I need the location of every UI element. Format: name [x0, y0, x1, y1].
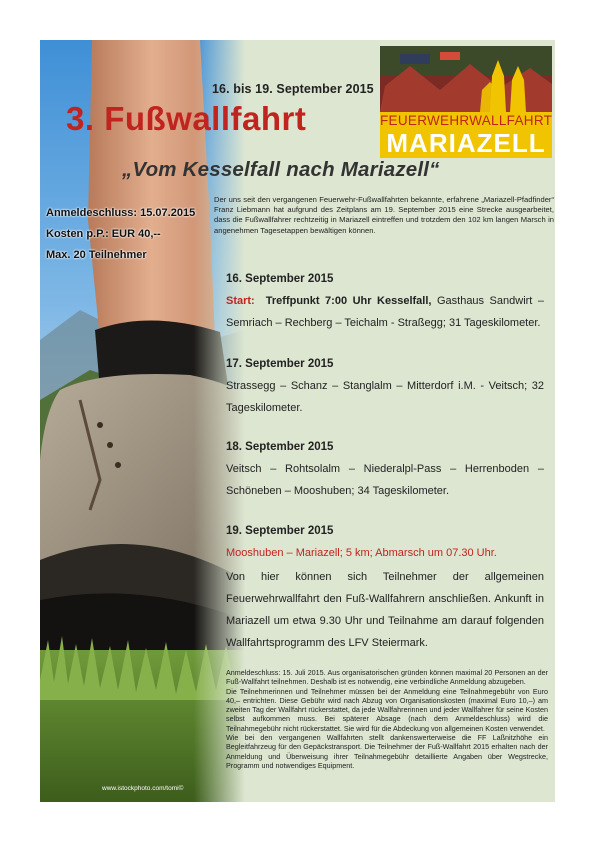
- logo-text-feuerwehrwallfahrt: FEUERWEHRWALLFAHRT: [380, 113, 553, 128]
- feuerwehrwallfahrt-logo: [380, 46, 552, 158]
- day1-heading: 16. September 2015: [226, 273, 334, 285]
- hiking-boot-photo: [40, 40, 245, 802]
- date-range: 16. bis 19. September 2015: [212, 82, 374, 96]
- day4-departure: Mooshuben – Mariazell; 5 km; Abmarsch um 07.30 Uhr.: [226, 547, 497, 559]
- fineprint-fees: Die Teilnehmerinnen und Teilnehmer müssen bei der Anmeldung eine Teilnahmegebühr von Euro 40,– entrichten. Diese Gebühr wird nach Abzug von Organisationskosten (maximal Euro 10,–) am zweiten Tag der Wallfahrt rückerstattet, da jede Wallfahrerinnen und jeder Wallfahrer für seine Kosten selbst aufkommen muss. Bei späterer Absage (nach dem Anmeldeschluss) wird die Teilnahmegebühr nicht rückerstattet. Sie wird für die Abdeckung von allgemeinen Kosten verwendet.: [226, 686, 548, 733]
- logo-crowd-photo: [380, 46, 552, 112]
- page-subtitle: „Vom Kesselfall nach Mariazell“: [122, 158, 440, 181]
- fineprint-equipment: Wie bei den vergangenen Wallfahrten stellt dankenswerterweise die FF Laßnitzhöhe ein Begleitfahrzeug für den Gepäckstransport. Die Teilnehmer der Fuß-Wallfahrt 2015 erhalten nach der Anmeldung und Überweisung ihrer Teilnahmegebühr detaillierte Angaben über Wegstrecke, Programm und notwendiges Equipment.: [226, 733, 548, 770]
- day3-route: Veitsch – Rohtsolalm – Niederalpl-Pass – Herrenboden – Schöneben – Mooshuben; 34 Tageskilometer.: [226, 463, 544, 497]
- poster: [40, 40, 555, 802]
- intro-paragraph: Der uns seit den vergangenen Feuerwehr-Fußwallfahrten bekannte, erfahrene „Mariazell-Pfadfinder“ Franz Liebmann hat aufgrund des Zeitplans am 19. September 2015 eine Strecke ausgearbeitet, dass die Fußwallfahrer rechtzeitig in Mariazell eintreffen und trotzdem den 102 km langen Marsch in angenehmen Tagesetappen bewältigen können.: [214, 195, 554, 235]
- start-point: Treffpunkt 7:00 Uhr Kesselfall,: [265, 295, 432, 307]
- fineprint-registration: Anmeldeschluss: 15. Juli 2015. Aus organisatorischen gründen können maximal 20 Personen an der Fuß-Wallfahrt teilnehmen. Deshalb ist es notwendig, eine verbindliche Anmeldung abzugeben.: [226, 668, 548, 687]
- day2-route: Strassegg – Schanz – Stanglalm – Mitterdorf i.M. - Veitsch; 32 Tageskilometer.: [226, 380, 544, 414]
- day4-description: Von hier können sich Teilnehmer der allgemeinen Feuerwehrwallfahrt den Fuß-Wallfahrern anschließen. Ankunft in Mariazell um etwa 9.30 Uhr und Teilnahme am darauf folgenden Wallfahrtsprogramm des LFV Steiermark.: [226, 571, 544, 649]
- day1-description: [226, 290, 544, 334]
- fineprint: [226, 668, 548, 770]
- day3-heading: 18. September 2015: [226, 441, 334, 453]
- start-label: Start:: [226, 295, 255, 307]
- max-participants: Max. 20 Teilnehmer: [46, 249, 147, 261]
- photo-credit: www.istockphoto.com/tomi©: [102, 785, 184, 792]
- day2-heading: 17. September 2015: [226, 358, 334, 370]
- day4-heading: 19. September 2015: [226, 525, 334, 537]
- day1-route: Gasthaus Sandwirt – Semriach – Rechberg – Teichalm - Straßegg; 31 Tageskilometer.: [226, 295, 544, 329]
- registration-deadline: Anmeldeschluss: 15.07.2015: [46, 207, 196, 219]
- page-title: 3. Fußwallfahrt: [66, 100, 307, 137]
- cost-per-person: Kosten p.P.: EUR 40,--: [46, 228, 161, 240]
- logo-text-mariazell: MARIAZELL: [386, 128, 546, 158]
